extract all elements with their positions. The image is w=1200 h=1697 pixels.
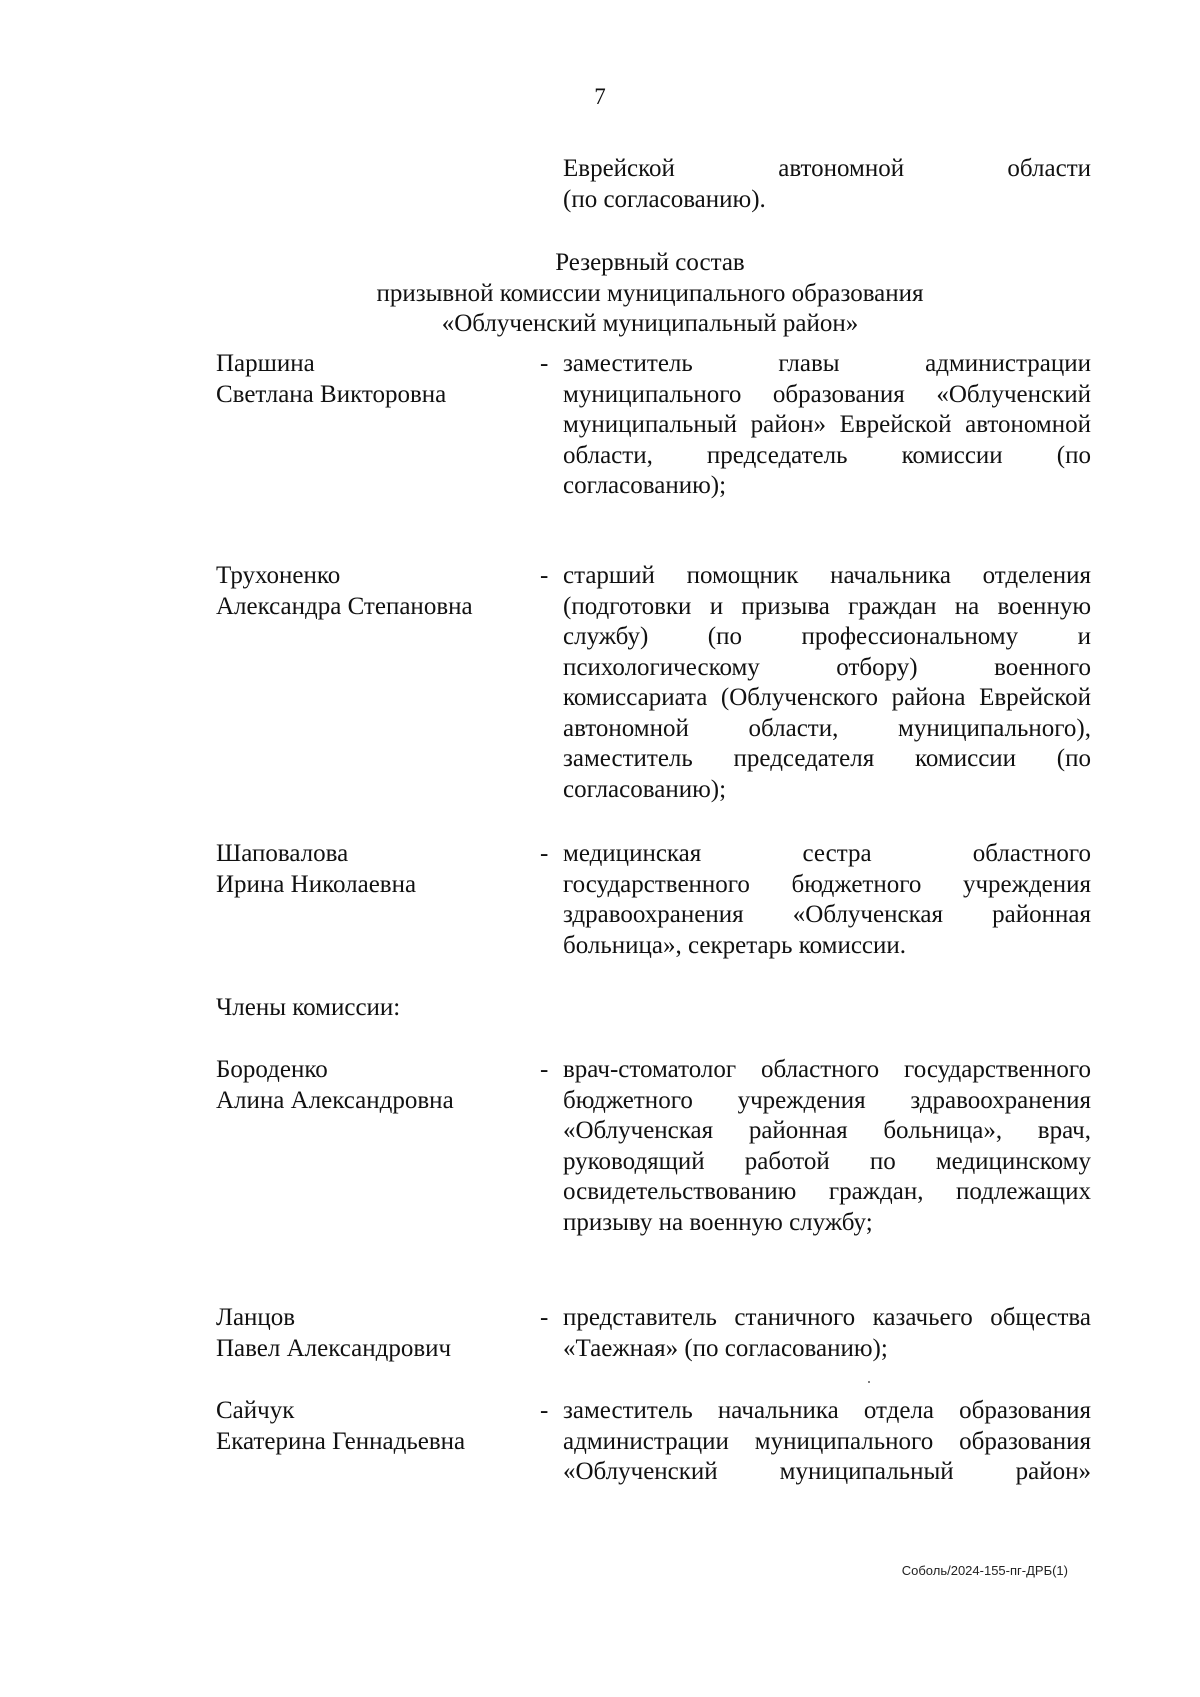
person-name [216, 839, 536, 900]
person-name [216, 561, 536, 622]
page-number: 7 [594, 84, 606, 109]
heading-line: Резервный состав [555, 249, 745, 276]
dash-separator: - [540, 350, 549, 377]
role-description: врач-стоматолог областного государственного бюджетного учреждения здравоохранения «Облученская районная больница», врач, руководящий работой по медицинскому освидетельствованию граждан, подлежащих призыву на военную службу; [563, 1056, 1091, 1236]
surname: Трухоненко [216, 562, 341, 589]
given-names: Александра Степановна [216, 592, 473, 620]
given-names: Светлана Викторовна [216, 380, 447, 408]
surname: Сайчук [216, 1397, 295, 1424]
continuation-line: (по согласованию). [563, 185, 766, 213]
role-description: представитель станичного казачьего общества «Таежная» (по согласованию); [563, 1304, 1091, 1362]
dash-separator: - [540, 1397, 549, 1424]
scan-speck [868, 1381, 870, 1383]
heading-line: «Облученский муниципальный район» [441, 310, 859, 337]
role-description: заместитель начальника отдела образования администрации муниципального образования «Облученский муниципальный район» [563, 1397, 1091, 1485]
dash-separator: - [540, 840, 549, 867]
role-description: старший помощник начальника отделения (подготовки и призыва граждан на военную службу) (по профессиональному и психологическому отбору) военного комиссариата (Облученского района Еврейской автономной области, муниципального), заместитель председателя комиссии (по согласованию); [563, 562, 1091, 803]
person-name [216, 1303, 536, 1364]
dash-separator: - [540, 1304, 549, 1331]
continuation-line: Еврейской автономной области [563, 155, 1091, 182]
dash-separator: - [540, 562, 549, 589]
section-heading [250, 248, 1050, 340]
surname: Ланцов [216, 1304, 296, 1331]
given-names: Павел Александрович [216, 1334, 452, 1362]
surname: Бороденко [216, 1056, 328, 1083]
person-name [216, 349, 536, 410]
given-names: Алина Александровна [216, 1086, 454, 1114]
role-description: медицинская сестра областного государственного бюджетного учреждения здравоохранения «Облученская районная больница», секретарь комиссии. [563, 840, 1091, 959]
role-description: заместитель главы администрации муниципального образования «Облученский муниципальный район» Еврейской автономной области, председатель комиссии (по согласованию); [563, 350, 1091, 499]
members-label: Члены комиссии: [216, 994, 401, 1021]
person-name [216, 1055, 536, 1116]
given-names: Екатерина Геннадьевна [216, 1427, 466, 1455]
continuation-text [563, 154, 1091, 215]
heading-line: призывной комиссии муниципального образования [376, 279, 924, 307]
dash-separator: - [540, 1056, 549, 1083]
person-name [216, 1396, 536, 1457]
document-code: Соболь/2024-155-пг-ДРБ(1) [901, 1563, 1068, 1578]
surname: Паршина [216, 350, 315, 377]
given-names: Ирина Николаевна [216, 870, 417, 898]
surname: Шаповалова [216, 840, 349, 867]
